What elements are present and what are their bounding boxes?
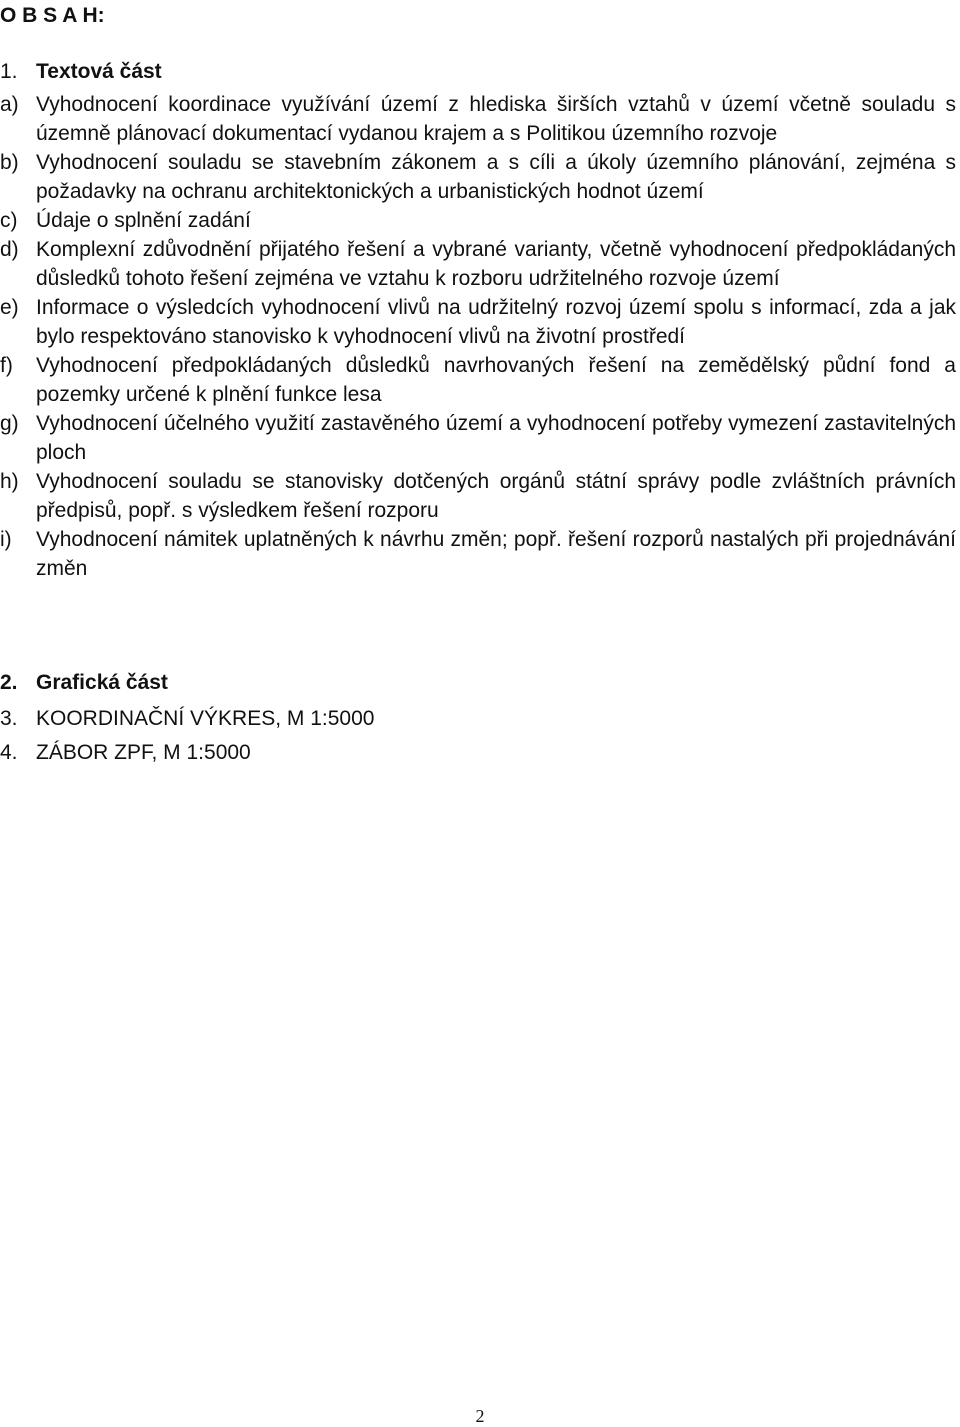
list-item-f xyxy=(0,351,956,409)
item-text: Vyhodnocení námitek uplatněných k návrhu změn; popř. řešení rozporů nastalých při projednávání změn xyxy=(36,528,956,580)
list-item-h xyxy=(0,467,956,525)
section-1-items xyxy=(0,90,956,583)
list-item-b xyxy=(0,148,956,206)
item-letter: c) xyxy=(0,209,18,232)
item-letter: e) xyxy=(0,296,19,319)
item-text: Vyhodnocení předpokládaných důsledků navrhovaných řešení na zemědělský půdní fond a pozemky určené k plnění funkce lesa xyxy=(36,354,956,406)
item-text: Údaje o splnění zadání xyxy=(36,209,251,232)
section-1-label: Textová část xyxy=(36,60,162,83)
section-3-title xyxy=(0,706,374,732)
item-letter: i) xyxy=(0,528,12,551)
list-item-i xyxy=(0,525,956,583)
section-4-number: 4. xyxy=(0,741,18,764)
section-2-number: 2. xyxy=(0,671,18,694)
list-item-c xyxy=(0,206,956,235)
item-letter: f) xyxy=(0,354,13,377)
section-1-title xyxy=(0,59,162,85)
item-text: Vyhodnocení souladu se stanovisky dotčených orgánů státní správy podle zvláštních právních předpisů, popř. s výsledkem řešení rozporu xyxy=(36,470,956,522)
page-number: 2 xyxy=(475,1406,485,1426)
item-letter: g) xyxy=(0,412,19,435)
list-item-e xyxy=(0,293,956,351)
item-text: Informace o výsledcích vyhodnocení vlivů na udržitelný rozvoj území spolu s informací, zda a jak bylo respektováno stanovisko k vyhodnocení vlivů na životní prostředí xyxy=(36,296,956,348)
page-heading: O B S A H: xyxy=(0,4,105,27)
list-item-g xyxy=(0,409,956,467)
section-2-label: Grafická část xyxy=(36,671,168,694)
section-1-number: 1. xyxy=(0,60,18,83)
item-letter: d) xyxy=(0,238,19,261)
section-4-label: ZÁBOR ZPF, M 1:5000 xyxy=(36,741,251,764)
item-letter: a) xyxy=(0,93,19,116)
item-text: Vyhodnocení koordinace využívání území z hlediska širších vztahů v území včetně souladu s územně plánovací dokumentací vydanou krajem a s Politikou územního rozvoje xyxy=(36,93,956,145)
section-4-title xyxy=(0,740,251,766)
item-text: Vyhodnocení souladu se stavebním zákonem a s cíli a úkoly územního plánování, zejména s požadavky na ochranu architektonických a urbanistických hodnot území xyxy=(36,151,956,203)
list-item-a xyxy=(0,90,956,148)
item-text: Komplexní zdůvodnění přijatého řešení a vybrané varianty, včetně vyhodnocení předpokládaných důsledků tohoto řešení zejména ve vztahu k rozboru udržitelného rozvoje území xyxy=(36,238,956,290)
section-3-number: 3. xyxy=(0,707,18,730)
item-letter: b) xyxy=(0,151,19,174)
section-2-title xyxy=(0,670,168,696)
item-letter: h) xyxy=(0,470,19,493)
section-3-label: KOORDINAČNÍ VÝKRES, M 1:5000 xyxy=(36,707,375,730)
list-item-d xyxy=(0,235,956,293)
item-text: Vyhodnocení účelného využití zastavěného území a vyhodnocení potřeby vymezení zastavitelných ploch xyxy=(36,412,956,464)
